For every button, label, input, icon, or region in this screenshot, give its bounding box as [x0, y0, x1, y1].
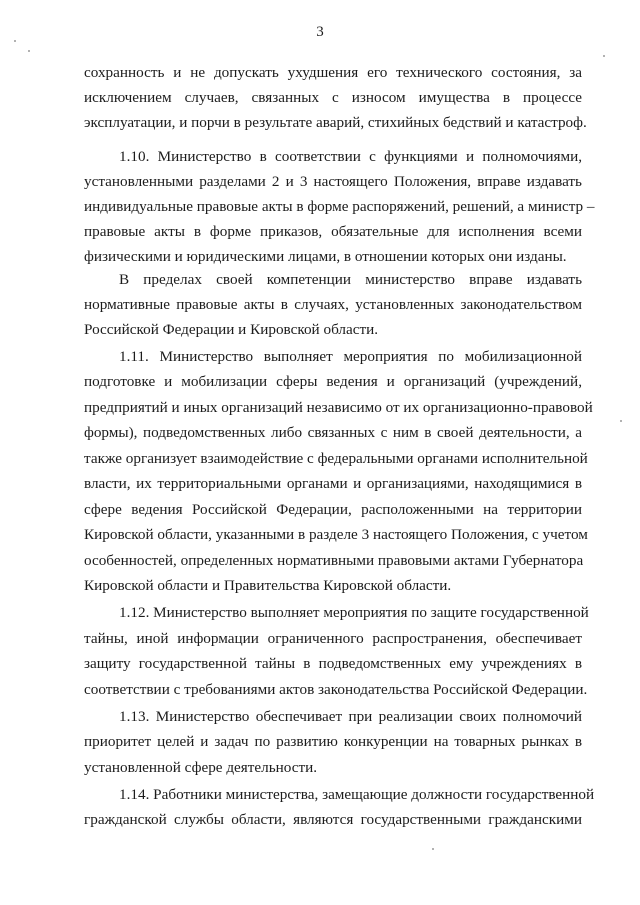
text-line: сфере ведения Российской Федерации, расположенными на территории	[84, 501, 582, 518]
scan-speck	[28, 50, 30, 52]
scan-speck	[14, 40, 16, 42]
text-line: также организует взаимодействие с федеральными органами исполнительной	[84, 450, 588, 467]
text-line: 1.12. Министерство выполняет мероприятия по защите государственной	[119, 604, 589, 621]
text-line: подготовке и мобилизации сферы ведения и организаций (учреждений,	[84, 373, 582, 390]
text-line: предприятий и иных организаций независимо от их организационно-правовой	[84, 399, 593, 416]
text-line: Кировской области, указанными в разделе 3 настоящего Положения, с учетом	[84, 526, 588, 543]
text-line: соответствии с требованиями актов законодательства Российской Федерации.	[84, 681, 588, 698]
text-line: В пределах своей компетенции министерство вправе издавать	[119, 271, 582, 288]
text-line: эксплуатации, и порчи в результате аварий, стихийных бедствий и катастроф.	[84, 114, 587, 131]
text-line: формы), подведомственных либо связанных с ним в своей деятельности, а	[84, 424, 582, 441]
text-line: Российской Федерации и Кировской области.	[84, 321, 379, 338]
text-line: правовые акты в форме приказов, обязательные для исполнения всеми	[84, 223, 582, 240]
text-line: установленной сфере деятельности.	[84, 759, 318, 776]
text-line: индивидуальные правовые акты в форме распоряжений, решений, а министр –	[84, 198, 595, 215]
text-line: 1.10. Министерство в соответствии с функциями и полномочиями,	[119, 148, 582, 165]
scan-speck	[620, 420, 622, 422]
text-line: 1.13. Министерство обеспечивает при реализации своих полномочий	[119, 708, 582, 725]
text-line: 1.11. Министерство выполняет мероприятия по мобилизационной	[119, 348, 582, 365]
text-line: Кировской области и Правительства Кировской области.	[84, 577, 452, 594]
text-line: власти, их территориальными органами и организациями, находящимися в	[84, 475, 582, 492]
text-line: гражданской службы области, являются государственными гражданскими	[84, 811, 582, 828]
text-line: нормативные правовые акты в случаях, установленных законодательством	[84, 296, 582, 313]
scan-speck	[432, 848, 434, 850]
text-line: установленными разделами 2 и 3 настоящего Положения, вправе издавать	[84, 173, 582, 190]
text-line: исключением случаев, связанных с износом имущества в процессе	[84, 89, 582, 106]
text-line: приоритет целей и задач по развитию конкуренции на товарных рынках в	[84, 733, 582, 750]
text-line: физическими и юридическими лицами, в отношении которых они изданы.	[84, 248, 567, 265]
text-line: особенностей, определенных нормативными правовыми актами Губернатора	[84, 552, 584, 569]
text-line: тайны, иной информации ограниченного распространения, обеспечивает	[84, 630, 582, 647]
text-line: сохранность и не допускать ухудшения его технического состояния, за	[84, 64, 582, 81]
page-number: 3	[316, 24, 324, 40]
text-line: 1.14. Работники министерства, замещающие должности государственной	[119, 786, 595, 803]
text-line: защиту государственной тайны в подведомственных ему учреждениях в	[84, 655, 582, 672]
scan-speck	[603, 55, 605, 57]
